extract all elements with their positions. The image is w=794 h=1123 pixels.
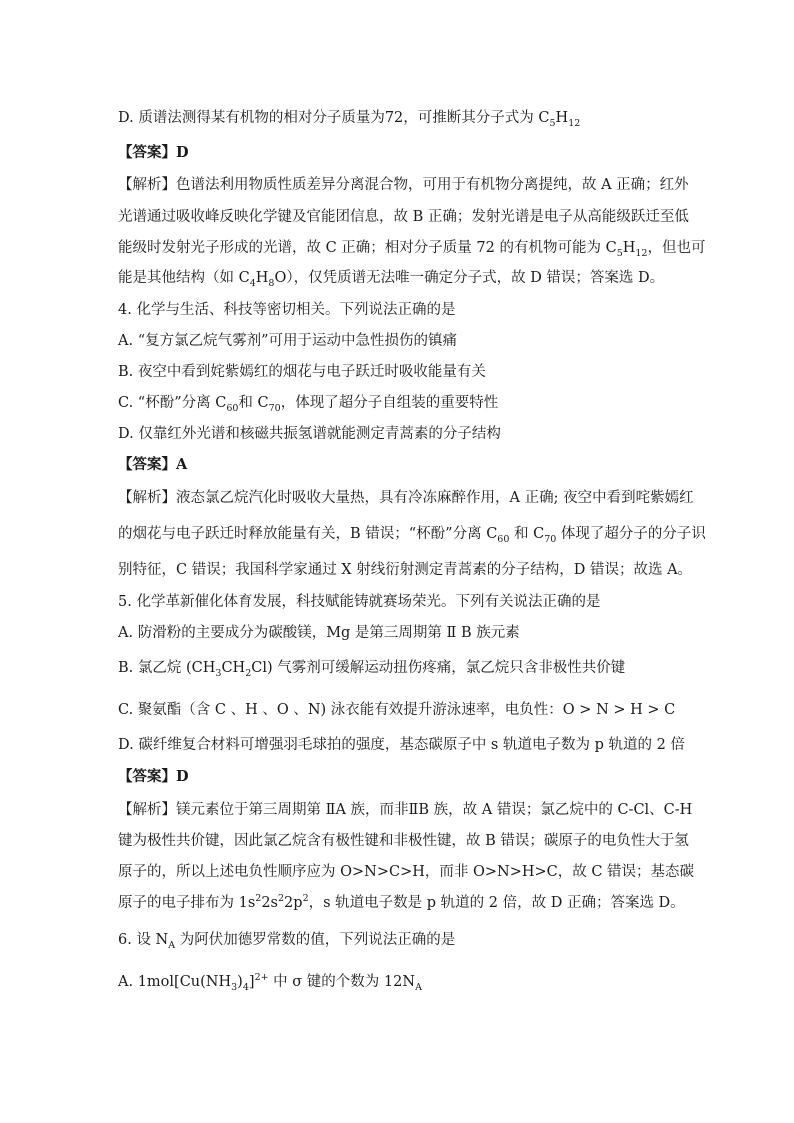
q4-option-c: C. “杯酚”分离 $C_{60}$和 $C_{70}$，体现了超分子自组装的重要特性 [118,395,499,414]
question-6-stem: 6. 设 $N_A$ 为阿伏加德罗常数的值，下列说法正确的是 [118,932,456,951]
explanation-line: 别特征，C 错误；我国科学家通过 X 射线衍射测定青蒿素的分子结构，D 错误；故选 A。 [118,562,693,578]
q5-option-a: A. 防滑粉的主要成分为碳酸镁，Mg 是第三周期第 Ⅱ B 族元素 [118,625,520,641]
explanation-line: 【解析】色谱法利用物质性质差异分离混合物，可用于有机物分离提纯，故 A 正确；红外 [118,177,689,193]
answer-label: 【答案】A [118,456,188,473]
explanation-line: 光谱通过吸收峰反映化学键及官能团信息，故 B 正确；发射光谱是电子从高能级跃迁至低 [118,209,689,225]
q4-option-d: D. 仅靠红外光谱和核磁共振氢谱就能测定青蒿素的分子结构 [118,426,501,442]
q5-option-c: C. 聚氨酯（含 C 、H 、O 、N) 泳衣能有效提升游泳速率，电负性：O > N > H > C [118,702,676,718]
explanation-line: 的烟花与电子跃迁时释放能量有关，B 错误；“杯酚”分离 $C_{60}$ 和 $C_{70}$ 体现了超分子的分子识 [118,526,706,545]
q4-option-b: B. 夜空中看到姹紫嫣红的烟花与电子跃迁时吸收能量有关 [118,364,486,380]
explanation-line: 【解析】液态氯乙烷汽化时吸收大量热，具有冷冻麻醉作用，A 正确; 夜空中看到咤紫嫣红 [118,490,694,506]
q5-option-d: D. 碳纤维复合材料可增强羽毛球拍的强度，基态碳原子中 s 轨道电子数为 p 轨道的 2 倍 [118,737,685,753]
explanation-line: 原子的电子排布为 $1s^22s^22p^2$，s 轨道电子数是 p 轨道的 2 倍，故 D 正确；答案选 D。 [118,893,685,911]
q3-option-d: D. 质谱法测得某有机物的相对分子质量为72，可推断其分子式为 $C_5H_{12}$ [118,110,581,129]
q5-option-b: B. 氯乙烷 $(CH_3CH_2Cl)$ 气雾剂可缓解运动扭伤疼痛，氯乙烷只含非极性共价键 [118,660,626,679]
explanation-line: 能是其他结构（如 $C_4H_8O$），仅凭质谱无法唯一确定分子式，故 D 错误；答案选 D。 [118,270,665,289]
answer-label: 【答案】D [118,768,189,785]
explanation-line: 能级时发射光子形成的光谱，故 C 正确；相对分子质量 72 的有机物可能为 $C_5H_{12}$，但也可 [118,240,706,259]
q4-option-a: A. “复方氯乙烷气雾剂”可用于运动中急性损伤的镇痛 [118,333,458,349]
explanation-line: 原子的，所以上述电负性顺序应为 O>N>C>H，而非 O>N>H>C，故 C 错误；基态碳 [118,864,695,880]
explanation-line: 【解析】镁元素位于第三周期第 ⅡA 族，而非ⅡB 族，故 A 错误；氯乙烷中的 C-Cl、C-H [118,802,693,818]
question-4-stem: 4. 化学与生活、科技等密切相关。下列说法正确的是 [118,302,456,318]
explanation-line: 键为极性共价键，因此氯乙烷含有极性键和非极性键，故 B 错误；碳原子的电负性大于氢 [118,833,689,849]
answer-label: 【答案】D [118,144,189,161]
question-5-stem: 5. 化学革新催化体育发展，科技赋能铸就赛场荣光。下列有关说法正确的是 [118,594,601,610]
q6-option-a: A. $1mol[Cu(NH_3)_4]^{2+}$ 中 σ 键的个数为 $12N_A$ [118,972,422,993]
